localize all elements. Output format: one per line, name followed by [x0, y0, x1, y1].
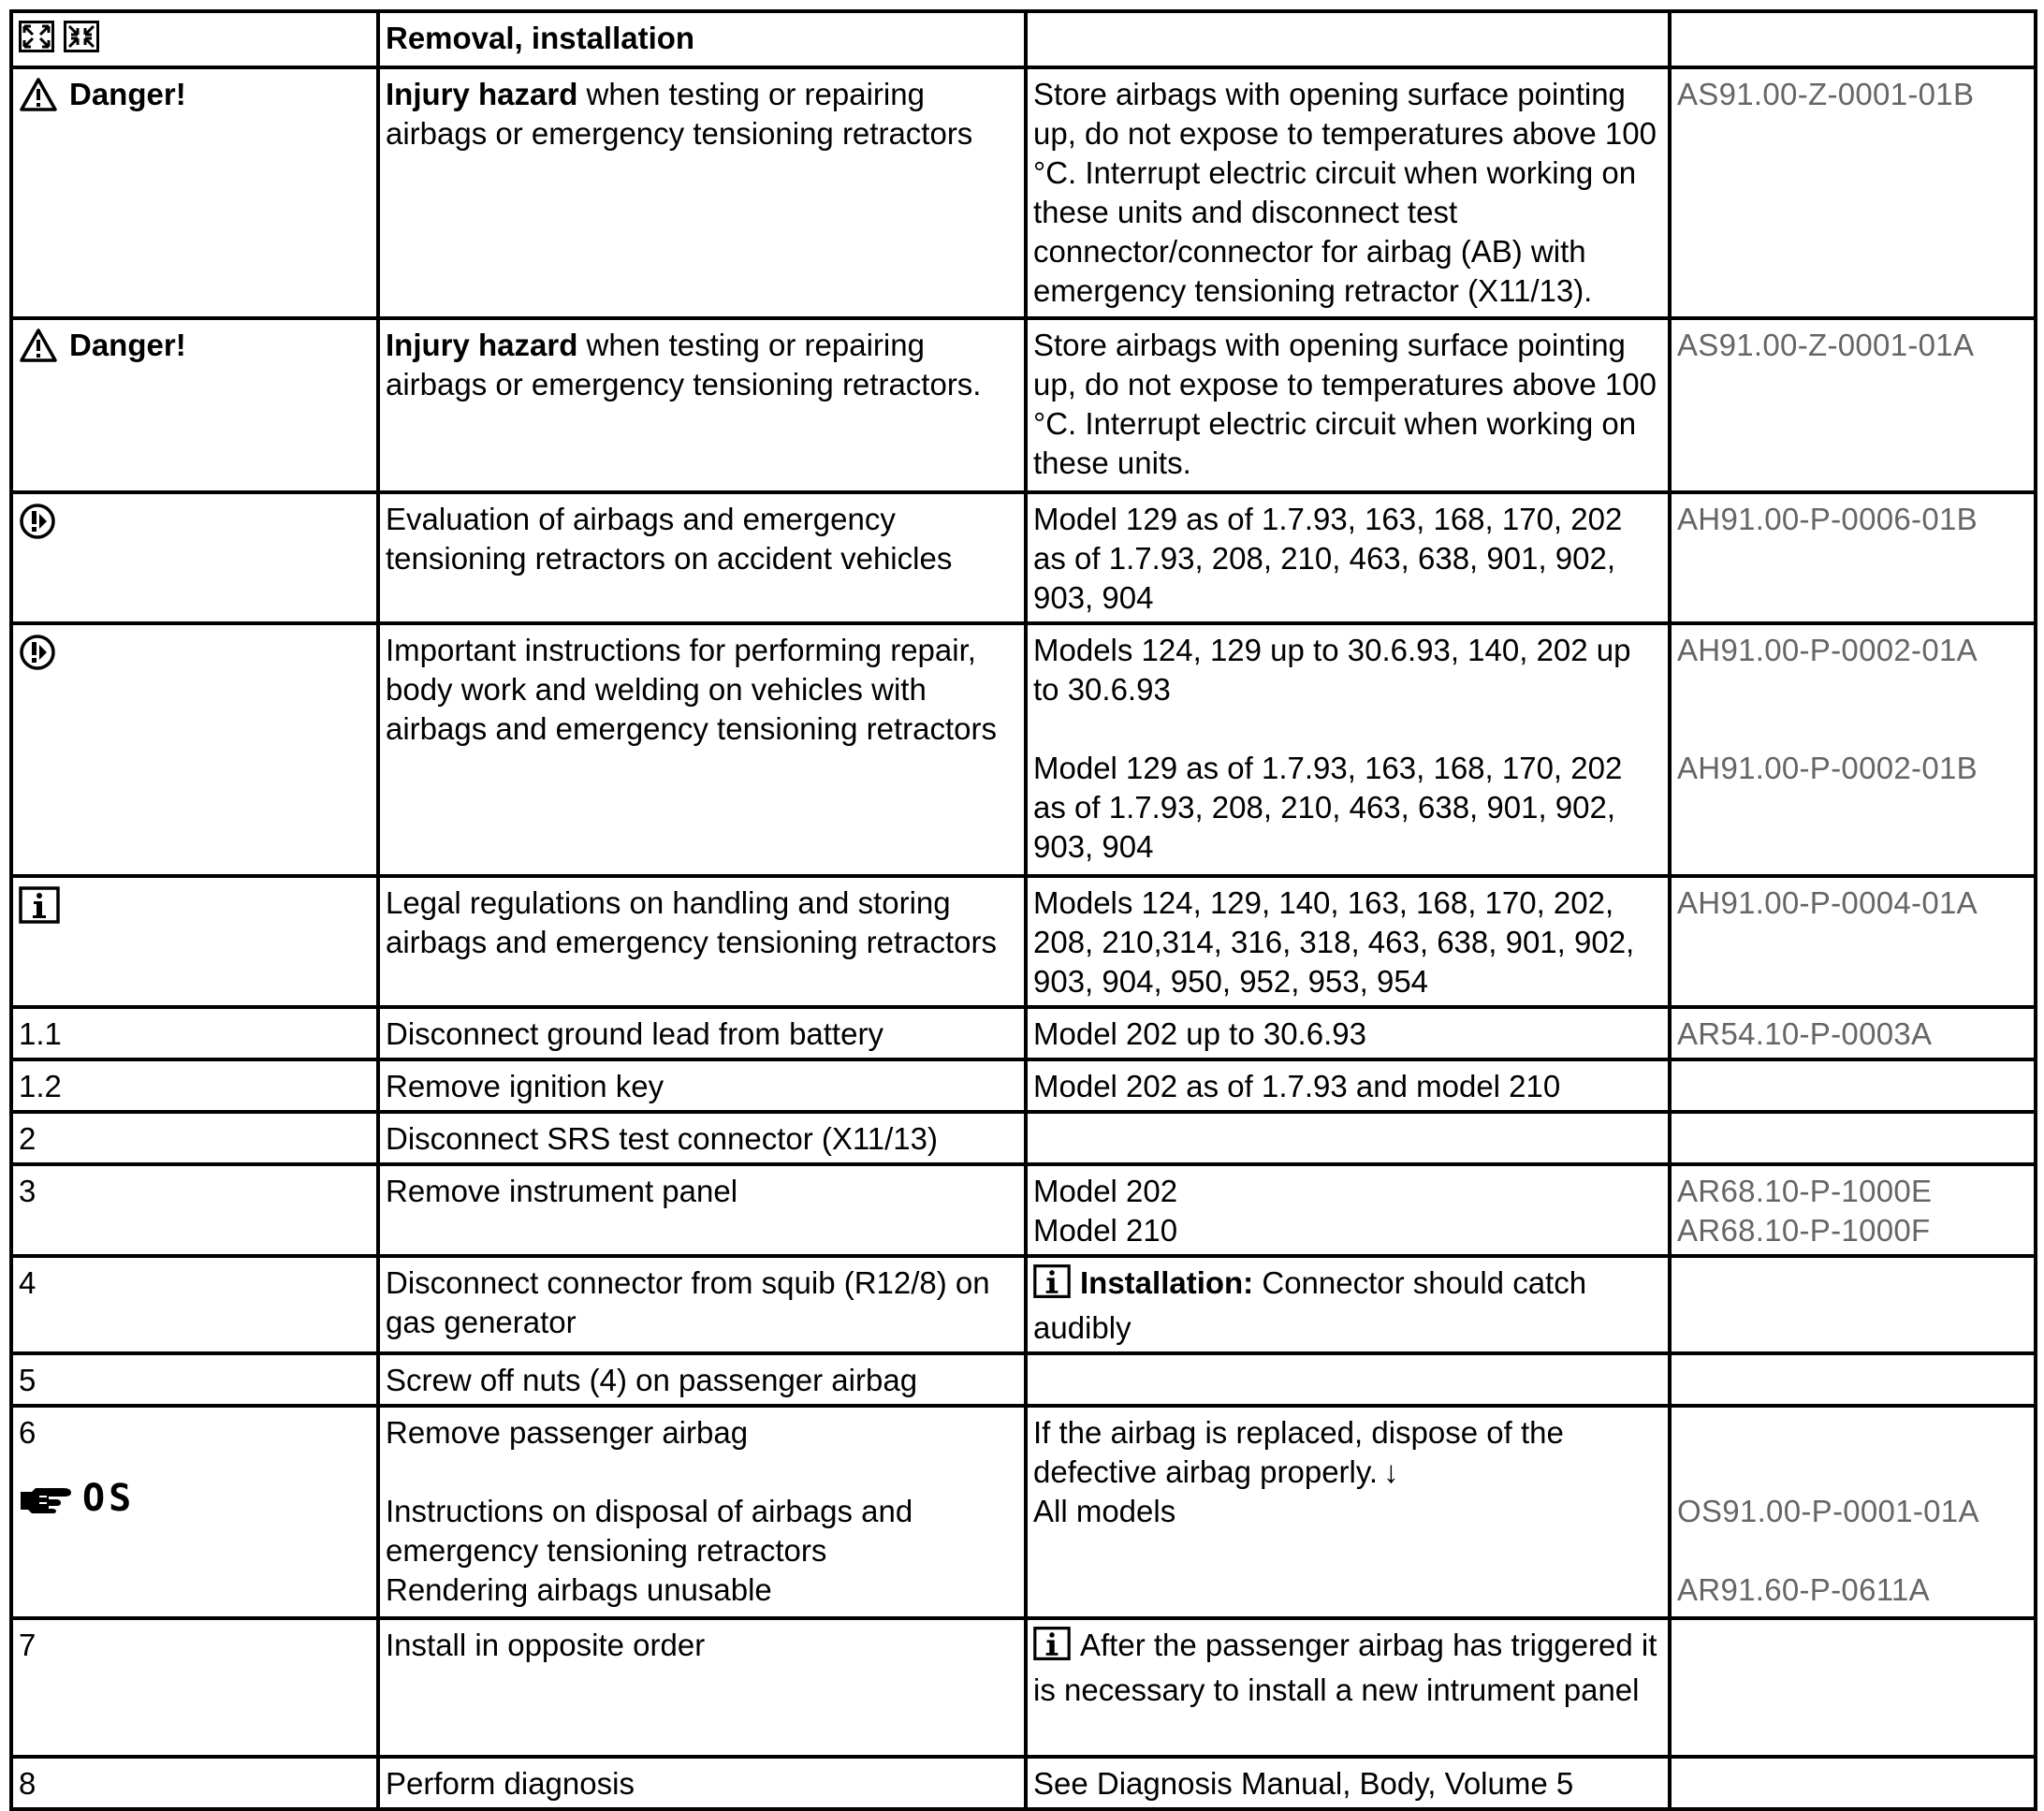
table-row: [11, 318, 2036, 492]
step-number: 1.1: [11, 1007, 378, 1059]
reference-link[interactable]: AH91.00-P-0006-01B: [1670, 492, 2036, 623]
header-icons-cell: [11, 11, 378, 67]
note-text: Connector should catch audibly: [1033, 1265, 1587, 1345]
step-number: 1.2: [11, 1059, 378, 1112]
note-text: Model 129 as of 1.7.93, 163, 168, 170, 202 as of 1.7.93, 208, 210, 463, 638, 901, 902, 903, 904: [1026, 492, 1670, 623]
reference-link[interactable]: AH91.00-P-0002-01B: [1677, 751, 1978, 785]
info-box-icon: [1033, 1626, 1071, 1671]
note-text: After the passenger airbag has triggered it is necessary to install a new intrument panel: [1033, 1628, 1657, 1707]
step-number: 6: [19, 1415, 36, 1450]
reference-link: [1670, 1757, 2036, 1809]
note-text: [1026, 1112, 1670, 1164]
table-row: [11, 1059, 2036, 1112]
pointing-hand-icon: [19, 1482, 77, 1514]
reference-link[interactable]: AR68.10-P-1000E: [1677, 1174, 1933, 1208]
table-row: [11, 1757, 2036, 1809]
note-text: Model 202: [1033, 1174, 1178, 1208]
reference-link: [1670, 1059, 2036, 1112]
reference-link: [1670, 1618, 2036, 1757]
collapse-arrows-icon: [64, 21, 99, 52]
hazard-text: when testing or repairing airbags or emergency tensioning retractors.: [386, 328, 982, 402]
info-box-icon: [19, 886, 60, 924]
note-text: All models: [1033, 1494, 1176, 1528]
table-row: [11, 1618, 2036, 1757]
description-text: Legal regulations on handling and storing airbags and emergency tensioning retractors: [378, 876, 1026, 1007]
step-number: 2: [11, 1112, 378, 1164]
description-text: Disconnect ground lead from battery: [378, 1007, 1026, 1059]
reference-link[interactable]: AH91.00-P-0004-01A: [1670, 876, 2036, 1007]
description-text: Remove instrument panel: [378, 1164, 1026, 1256]
reference-link[interactable]: AS91.00-Z-0001-01A: [1670, 318, 2036, 492]
notice-circle-icon: [19, 503, 56, 540]
reference-link[interactable]: AR68.10-P-1000F: [1677, 1213, 1931, 1248]
reference-link[interactable]: AH91.00-P-0002-01A: [1677, 633, 1978, 667]
hazard-title: Injury hazard: [386, 328, 578, 362]
step-number: 8: [11, 1757, 378, 1809]
hazard-title: Injury hazard: [386, 77, 578, 111]
table-row: [11, 67, 2036, 318]
notice-circle-icon: [19, 634, 56, 671]
note-text: Model 210: [1033, 1213, 1178, 1248]
down-arrow-icon: ↓: [1383, 1454, 1399, 1489]
table-row: [11, 1406, 2036, 1618]
hazard-text: when testing or repairing airbags or emergency tensioning retractors: [386, 77, 973, 151]
header-title: Removal, installation: [378, 11, 1026, 67]
table-row: [11, 1007, 2036, 1059]
table-row: [11, 876, 2036, 1007]
description-text: Disconnect connector from squib (R12/8) on gas generator: [378, 1256, 1026, 1353]
reference-link[interactable]: AR54.10-P-0003A: [1670, 1007, 2036, 1059]
procedure-table: [9, 9, 2037, 1811]
table-row: [11, 1353, 2036, 1406]
description-text: Screw off nuts (4) on passenger airbag: [378, 1353, 1026, 1406]
table-row: [11, 1164, 2036, 1256]
header-row: [11, 11, 2036, 67]
note-text: Model 202 as of 1.7.93 and model 210: [1026, 1059, 1670, 1112]
step-number: 4: [11, 1256, 378, 1353]
table-row: [11, 1256, 2036, 1353]
note-text: Model 202 up to 30.6.93: [1026, 1007, 1670, 1059]
description-text: Perform diagnosis: [378, 1757, 1026, 1809]
danger-label: Danger!: [69, 328, 186, 362]
warning-triangle-icon: [19, 328, 58, 363]
reference-link[interactable]: AS91.00-Z-0001-01B: [1670, 67, 2036, 318]
note-text: [1026, 1353, 1670, 1406]
note-text: Models 124, 129 up to 30.6.93, 140, 202 up to 30.6.93: [1033, 633, 1631, 707]
description-text: Install in opposite order: [378, 1618, 1026, 1757]
warning-triangle-icon: [19, 77, 58, 112]
step-number: 3: [11, 1164, 378, 1256]
danger-label: Danger!: [69, 77, 186, 111]
info-box-icon: [1033, 1263, 1071, 1308]
expand-arrows-icon: [19, 21, 54, 52]
note-text: If the airbag is replaced, dispose of the defective airbag properly.: [1033, 1415, 1564, 1489]
reference-link[interactable]: AR91.60-P-0611A: [1677, 1572, 1930, 1607]
note-text: Model 129 as of 1.7.93, 163, 168, 170, 202 as of 1.7.93, 208, 210, 463, 638, 901, 902, 903, 904: [1033, 751, 1623, 864]
table-row: [11, 623, 2036, 876]
step-number: 7: [11, 1618, 378, 1757]
description-text: Disconnect SRS test connector (X11/13): [378, 1112, 1026, 1164]
description-text: Instructions on disposal of airbags and emergency tensioning retractors: [386, 1494, 913, 1568]
description-text: Remove passenger airbag: [386, 1415, 749, 1450]
reference-link[interactable]: OS91.00-P-0001-01A: [1677, 1494, 1979, 1528]
description-text: Remove ignition key: [378, 1059, 1026, 1112]
os-label: OS: [82, 1477, 136, 1520]
table-row: [11, 1112, 2036, 1164]
note-text: Store airbags with opening surface pointing up, do not expose to temperatures above 100 °C. Interrupt electric circuit when working on these units and disconnect test connector/connector for airbag (AB) with emergency tensioning retractor (X11/13).: [1026, 67, 1670, 318]
note-text: See Diagnosis Manual, Body, Volume 5: [1026, 1757, 1670, 1809]
description-text: Important instructions for performing repair, body work and welding on vehicles with airbags and emergency tensioning retractors: [378, 623, 1026, 876]
step-number: 5: [11, 1353, 378, 1406]
note-text: Models 124, 129, 140, 163, 168, 170, 202, 208, 210,314, 316, 318, 463, 638, 901, 902, 903, 904, 950, 952, 953, 954: [1026, 876, 1670, 1007]
reference-link: [1670, 1112, 2036, 1164]
table-row: [11, 492, 2036, 623]
reference-link: [1670, 1353, 2036, 1406]
note-text: Store airbags with opening surface pointing up, do not expose to temperatures above 100 °C. Interrupt electric circuit when working on these units.: [1026, 318, 1670, 492]
reference-link: [1670, 1256, 2036, 1353]
installation-label: Installation:: [1080, 1265, 1254, 1300]
description-text: Evaluation of airbags and emergency tensioning retractors on accident vehicles: [378, 492, 1026, 623]
description-text: Rendering airbags unusable: [386, 1572, 772, 1607]
